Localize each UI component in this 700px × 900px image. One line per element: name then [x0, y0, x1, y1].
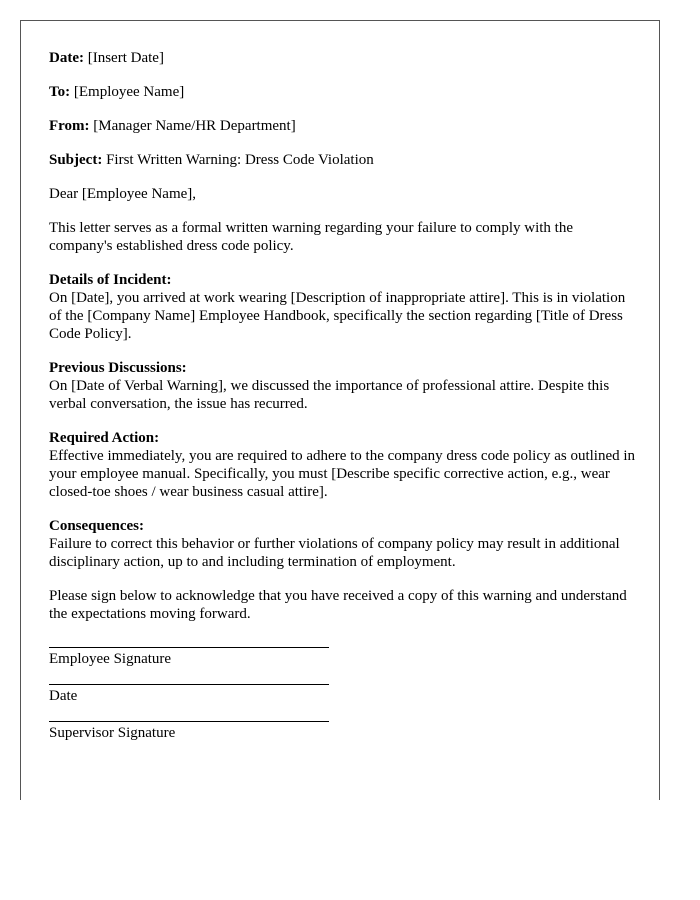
date-signature-label: Date — [49, 688, 78, 704]
date-signature-row — [49, 684, 639, 705]
employee-signature-row — [49, 647, 639, 668]
from-label: From: — [49, 118, 90, 134]
section-body: Failure to correct this behavior or further violations of company policy may result in additional disciplinary action, up to and including termination of employment. — [49, 536, 620, 570]
salutation: Dear [Employee Name], — [49, 186, 197, 202]
date-value: [Insert Date] — [87, 50, 164, 66]
section-previous-discussions — [49, 359, 639, 413]
section-body: On [Date of Verbal Warning], we discussed the importance of professional attire. Despite this verbal conversation, the issue has recurred. — [49, 378, 610, 412]
letter-page — [20, 20, 660, 800]
supervisor-signature-label: Supervisor Signature — [49, 725, 176, 741]
section-title: Previous Discussions: — [49, 360, 187, 376]
section-title: Required Action: — [49, 430, 160, 446]
supervisor-signature-line[interactable] — [49, 721, 329, 722]
closing-paragraph: Please sign below to acknowledge that you have received a copy of this warning and understand the expectations moving forward. — [49, 588, 627, 622]
subject-value: First Written Warning: Dress Code Violation — [106, 152, 374, 168]
supervisor-signature-row — [49, 721, 639, 742]
section-body: On [Date], you arrived at work wearing [Description of inappropriate attire]. This is in violation of the [Company Name] Employee Handbook, specifically the section regarding [Title of Dress Code Policy]. — [49, 290, 626, 342]
date-label: Date: — [49, 50, 84, 66]
to-label: To: — [49, 84, 71, 100]
intro-paragraph: This letter serves as a formal written warning regarding your failure to comply with the company's established dress code policy. — [49, 220, 574, 254]
date-signature-line[interactable] — [49, 684, 329, 685]
subject-line — [49, 151, 639, 169]
subject-label: Subject: — [49, 152, 103, 168]
letter-content — [49, 49, 639, 758]
section-title: Consequences: — [49, 518, 145, 534]
signature-block — [49, 647, 639, 742]
section-required-action — [49, 429, 639, 501]
section-details-of-incident — [49, 271, 639, 343]
to-value: [Employee Name] — [73, 84, 185, 100]
section-title: Details of Incident: — [49, 272, 172, 288]
from-line — [49, 117, 639, 135]
date-line — [49, 49, 639, 67]
section-body: Effective immediately, you are required to adhere to the company dress code policy as outlined in your employee manual. Specifically, you must [Describe specific corrective action, e.g., wear closed-toe shoes / wear business casual attire]. — [49, 448, 636, 500]
to-line — [49, 83, 639, 101]
section-consequences — [49, 517, 639, 571]
from-value: [Manager Name/HR Department] — [93, 118, 296, 134]
employee-signature-line[interactable] — [49, 647, 329, 648]
employee-signature-label: Employee Signature — [49, 651, 172, 667]
